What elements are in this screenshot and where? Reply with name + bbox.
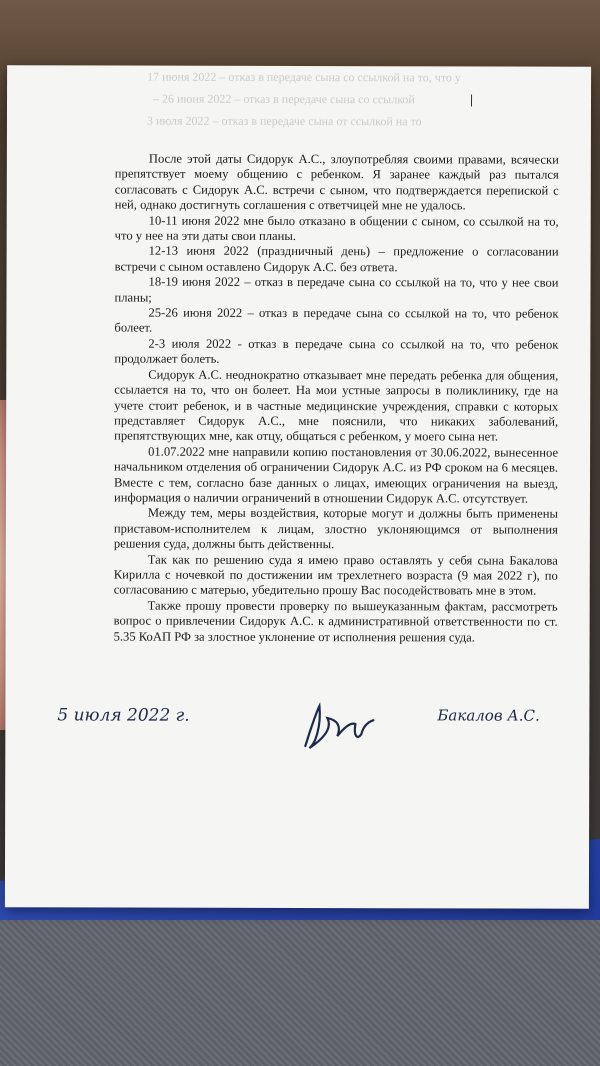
document-page	[5, 65, 591, 909]
paragraph: 12-13 июня 2022 (праздничный день) – предложение о согласовании встречи с сыном оставлено Сидорук А.С. без ответа.	[114, 244, 559, 275]
bleed-line: – 26 июня 2022 – отказ в передаче сына со ссылкой	[152, 91, 415, 107]
signature-scrawl	[297, 696, 377, 756]
paragraph: Так как по решению суда я имею право оставлять у себя сына Бакалова Кирилла с ночевкой по достижении им трехлетнего возраста (9 мая 2022 г), по согласованию с матерью, убедительно прошу Вас посодействовать мне в этом.	[113, 552, 558, 598]
paragraph: Также прошу провести проверку по вышеуказанным фактам, рассмотреть вопрос о привлечении Сидорук А.С. к административной ответственности по ст. 5.35 КоАП РФ за злостное уклонение от исполнения решения суда.	[113, 598, 558, 645]
paragraph: 01.07.2022 мне направили копию постановления от 30.06.2022, вынесенное начальником отделения об ограничении Сидорук А.С. из РФ сроком на 6 месяцев. Вместе с тем, согласно базе данных о лицах, имеющих ограничения на выезд, информация о наличии ограничений в отношении Сидорук А.С. отсутствует.	[113, 444, 559, 506]
handwritten-name: Бакалов А.С.	[437, 706, 540, 725]
letter-body	[114, 152, 559, 646]
paragraph: Между тем, меры воздействия, которые могут и должны быть применены приставом-исполнителем к лицам, злостно уклоняющимся от выполнения решения суда, должны быть действенны.	[113, 505, 558, 552]
bleed-line: 17 июня 2022 – отказ в передаче сына со ссылкой на то, что у	[147, 69, 461, 85]
fabric-background	[0, 920, 600, 1066]
handwritten-date: 5 июля 2022 г.	[57, 705, 190, 726]
show-through-text	[7, 65, 591, 147]
paragraph: 10-11 июня 2022 мне было отказано в общении с сыном, со ссылкой на то, что у нее на эти даты свои планы.	[114, 213, 559, 244]
pen-mark	[471, 94, 472, 106]
paragraph: 2-3 июля 2022 - отказ в передаче сына со ссылкой на то, что ребенок продолжает болеть.	[114, 336, 559, 367]
paragraph: 18-19 июня 2022 – отказ в передаче сына со ссылкой на то, что у нее свои планы;	[114, 274, 559, 305]
paragraph: После этой даты Сидорук А.С., злоупотребляя своими правами, всячески препятствует моему общению с ребенком. Я заранее каждый раз пытался согласовать с Сидорук А.С. встречи с сыном, что подтверждается перепиской с ней, однако достигнуть соглашения с ответчицей мне не удалось.	[114, 151, 559, 213]
bleed-line: 3 июля 2022 – отказ в передаче сына от ссылкой на то	[146, 113, 422, 129]
paragraph: 25-26 июня 2022 – отказ в передаче сына со ссылкой на то, что ребенок болеет.	[114, 305, 559, 336]
paragraph: Сидорук А.С. неоднократно отказывает мне передать ребенка для общения, ссылается на то, что он болеет. На мои устные запросы в поликлинику, где на учете стоит ребенок, и в частные медицинские учреждения, справки с которых представляет Сидорук А.С., мне пояснили, что никаких заболеваний, препятствующих мне, как отцу, общаться с ребенком, у моего сына нет.	[114, 367, 559, 444]
